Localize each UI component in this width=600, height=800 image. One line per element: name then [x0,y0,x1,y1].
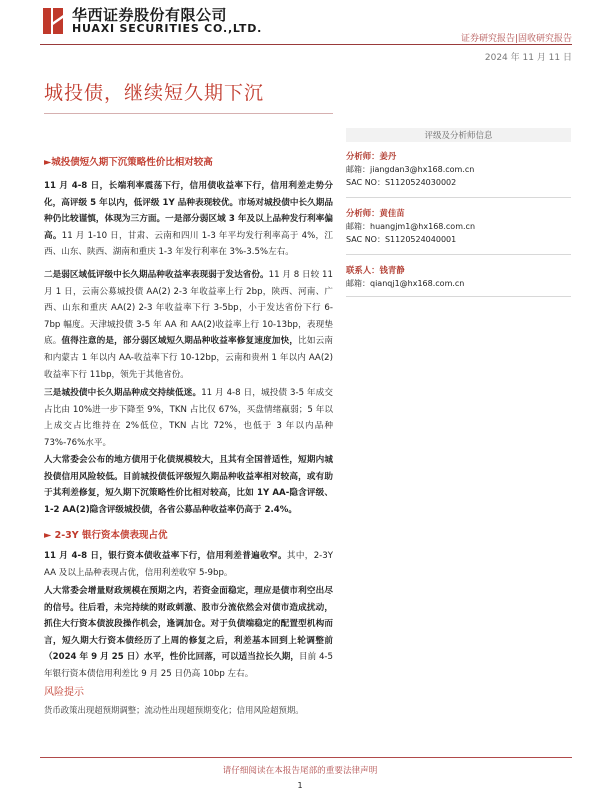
section-heading-1: ►城投债短久期下沉策略性价比相对较高 [44,157,213,168]
analyst-2-email[interactable]: 邮箱：huangjm1@hx168.com.cn [346,222,476,231]
paragraph-2-1 [44,548,333,581]
emphasis-text: 人大常委会增量财政规模在预期之内，若资金面稳定，理应是债市利空出尽的信号。往后看，未完持续的财政刺激、股市分流依然会对债市造成扰动，抓住大行资本债波段操作机会，逢调加仓。对于负债端稳定的配置型机构而言，短久期大行资本债经历了上周的修复之后，利差基本回到上轮调整前（2024 年 9 月 25 日）水平，性价比回落，可以适当拉长久期， [44,586,333,663]
company-name-cn: 华西证券股份有限公司 [72,6,228,24]
paragraph-2-2 [44,583,333,683]
analyst-2-name: 分析师：黄佳苗 [346,208,405,218]
body-text: 11 月 1-10 日，甘肃、云南和四川 1-3 年平均发行利率高于 4%，江西、山东、陕西、湖南和重庆 1-3 年发行利率在 3%-3.5%左右。 [44,230,333,258]
page-title: 城投债，继续短久期下沉 [44,82,265,104]
analyst-panel-title: 评级及分析师信息 [424,131,493,141]
company-name-en: HUAXI SECURITIES CO.,LTD. [72,22,263,35]
risk-text: 货币政策出现超预期调整；流动性出现超预期变化；信用风险超预期。 [44,705,304,715]
emphasis-text: 三是城投债中长久期品种成交持续低迷。 [44,388,202,398]
paragraph-1-2 [44,267,333,383]
footer-divider [40,757,572,758]
huaxi-logo-icon [40,6,66,36]
analyst-1-name: 分析师：姜丹 [346,151,397,161]
body-text: 11 月 4-8 日，城投债 3-5 年成交占比由 10%进一步下降至 9%，TKN 占比仅 67%，买盘情绪羸弱；5 年以上成交占比维持在 2%低位，TKN 占比 72%，也低于 3 年以内品种 73%-76%水平。 [44,388,333,448]
emphasis-text: 11 月 4-8 日，长端利率震荡下行，信用债收益率下行，信用利差走势分化，高评级 5 年以内，低评级 1Y 品种表现较优。市场对城投债中长久期品种仍比较谨慎，体现为三方面。一是部分弱区域 3 年及以上品种发行利率偏高。 [44,181,333,241]
emphasis-text: 值得注意的是，部分弱区域短久期品种收益率修复速度加快， [61,336,299,347]
risk-title: 风险提示 [44,687,84,698]
body-text: 比如云南和内蒙古 1 年以内 AA-收益率下行 10-12bp，云南和贵州 1 年以内 AA(2)收益率下行 11bp，领先于其他省份。 [44,336,333,380]
analyst-divider [346,197,571,198]
body-text: 11 月 8 日较 11 月 1 日，云南公募城投债 AA(2) 2-3 年收益率上行 2bp，陕西、河南、广西、山东和重庆 AA(2) 2-3 年收益率下行 3-5bp，小于发达省份下行 6-7bp 幅度。天津城投债 3-5 年 AA 和 AA(2)收益率上行 10-13bp，表现垫底。 [44,270,333,347]
contact-name: 联系人：钱青静 [346,265,405,275]
emphasis-text: 11 月 4-8 日，银行资本债收益率下行，信用利差普遍收窄。 [44,551,287,561]
body-text: 其中，2-3Y AA 及以上品种表现占优，信用利差收窄 5-9bp。 [44,551,333,578]
body-text: 目前 4-5 年银行资本债信用利差比 9 月 25 日仍高 10bp 左右。 [44,652,333,679]
analyst-1-sac: SAC NO：S1120524030002 [346,178,457,187]
title-divider [44,113,333,114]
analyst-1-email[interactable]: 邮箱：jiangdan3@hx168.com.cn [346,165,475,174]
emphasis-text: 二是弱区域低评级中长久期品种收益率表现弱于发达省份。 [44,270,269,280]
paragraph-1-3 [44,385,333,451]
paragraph-1-4 [44,452,333,518]
analyst-2-sac: SAC NO：S1120524040001 [346,235,457,244]
emphasis-text: 人大常委会公布的地方债用于化债规模较大，且其有全国普适性，短期内城投债信用风险较低。目前城投债低评级短久期品种收益率相对较高，或有助于其利差修复，短久期下沉策略性价比相对较高，比如 1Y AA-隐含评级、1-2 AA(2)隐含评级城投债，各省公募品种收益率仍高于 2.4%。 [44,455,333,515]
report-type-label: 证券研究报告|固收研究报告 [460,34,572,44]
header-divider [40,44,572,45]
analyst-divider [346,296,571,297]
contact-email[interactable]: 邮箱：qianqj1@hx168.com.cn [346,279,465,288]
report-date: 2024 年 11 月 11 日 [484,53,572,63]
footer-disclaimer[interactable]: 请仔细阅读在本报告尾部的重要法律声明 [222,766,378,776]
analyst-divider [346,254,571,255]
section-heading-2: ► 2-3Y 银行资本债表现占优 [44,530,168,541]
paragraph-1-1 [44,178,333,261]
page-number: 1 [297,781,303,790]
